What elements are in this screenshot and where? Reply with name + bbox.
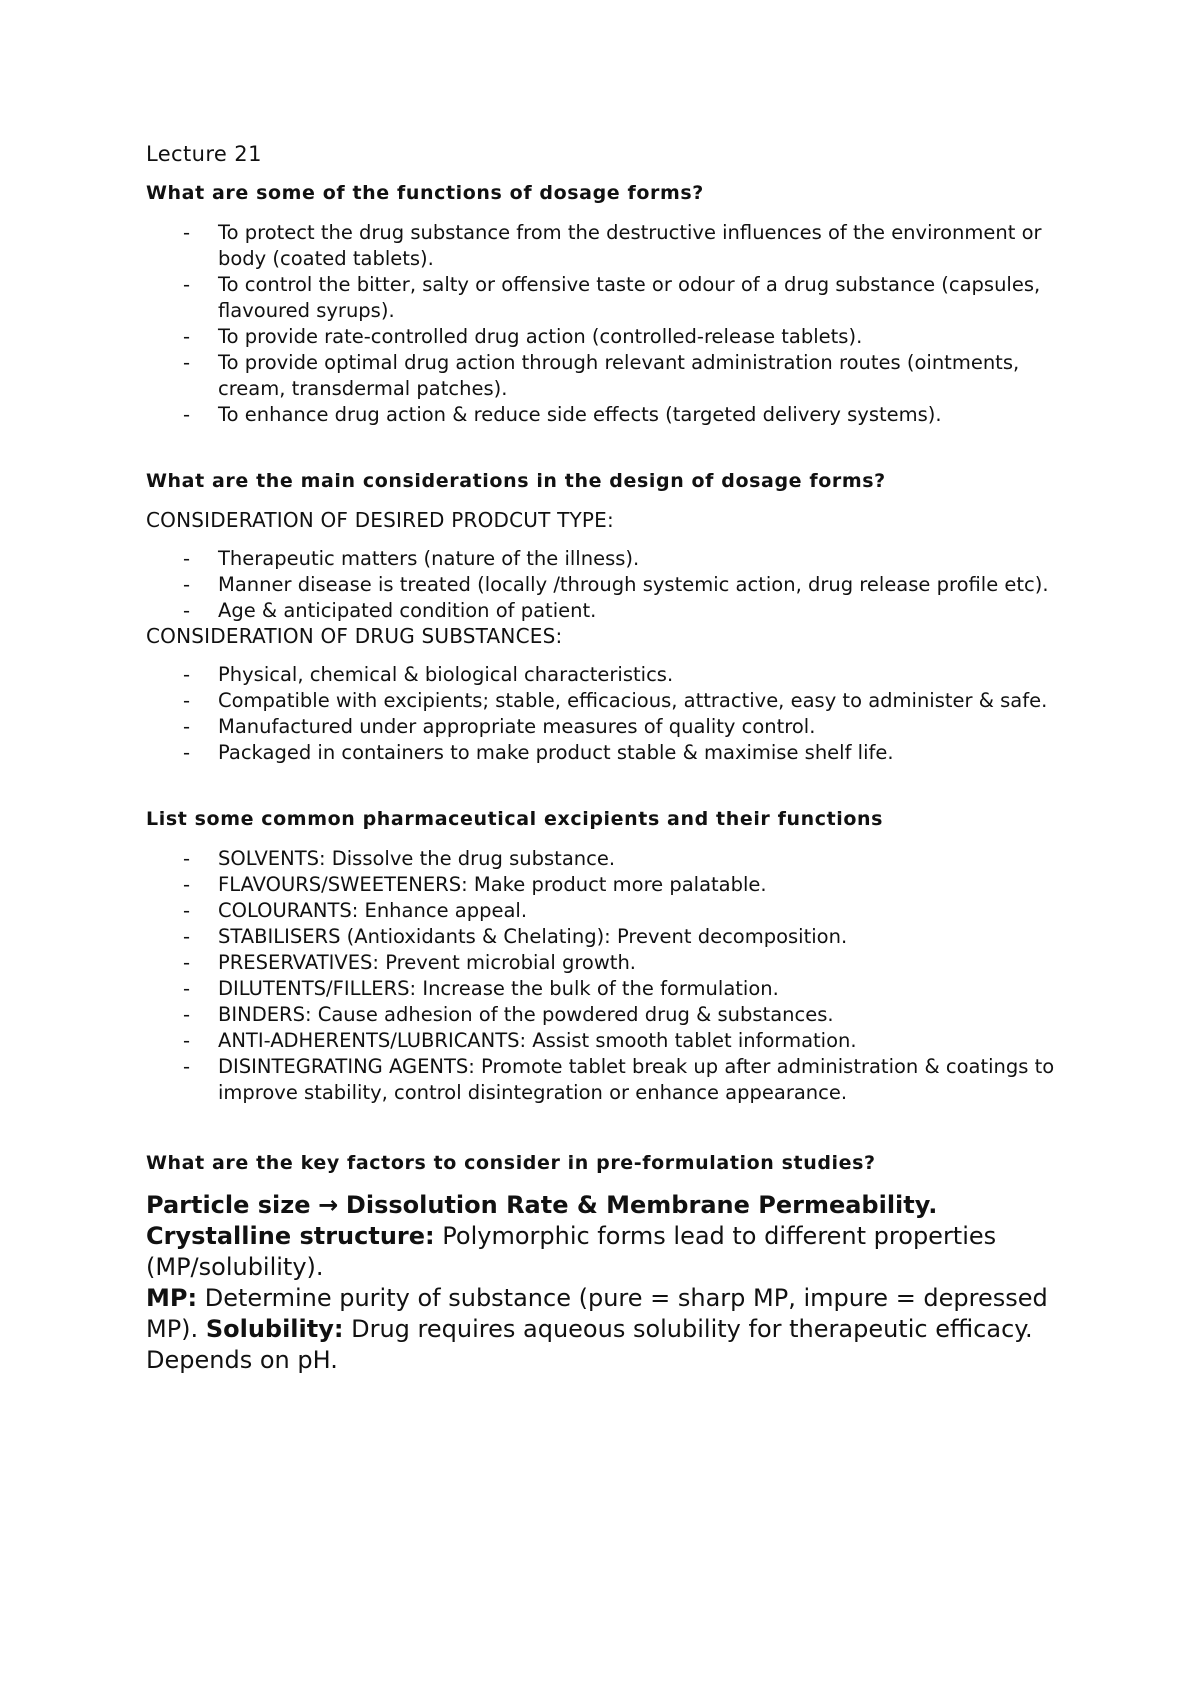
list-item: - DISINTEGRATING AGENTS: Promote tablet break up after administration & coatings to improve stability, control disintegration or enhance appearance. — [146, 1054, 1066, 1106]
list-item: - Compatible with excipients; stable, efficacious, attractive, easy to administer & safe. — [146, 688, 1066, 714]
list-item: - BINDERS: Cause adhesion of the powdered drug & substances. — [146, 1002, 1066, 1028]
list-item: - Packaged in containers to make product stable & maximise shelf life. — [146, 740, 1066, 766]
crystalline-text: Polymorphic forms lead to different properties (MP/solubility). — [146, 1222, 997, 1281]
particle-size-line — [146, 1190, 1066, 1221]
list-item: - SOLVENTS: Dissolve the drug substance. — [146, 846, 1066, 872]
list-item: - DILUTENTS/FILLERS: Increase the bulk of the formulation. — [146, 976, 1066, 1002]
drug-substances-heading: CONSIDERATION OF DRUG SUBSTANCES: — [146, 624, 563, 648]
list-item: - To provide rate-controlled drug action (controlled-release tablets). — [146, 324, 1066, 350]
excipients-list — [146, 846, 1066, 1106]
list-item: - ANTI-ADHERENTS/LUBRICANTS: Assist smooth tablet information. — [146, 1028, 1066, 1054]
particle-size-label: Particle size — [146, 1191, 311, 1219]
question-design: What are the main considerations in the design of dosage forms? — [146, 470, 886, 492]
mp-solubility-line — [146, 1283, 1066, 1376]
list-item: - PRESERVATIVES: Prevent microbial growth. — [146, 950, 1066, 976]
mp-text: Determine purity of substance (pure = sharp MP, impure = depressed MP). — [146, 1284, 1048, 1343]
particle-size-text: Dissolution Rate & Membrane Permeability. — [345, 1191, 938, 1219]
product-type-list — [146, 546, 1066, 624]
document-page — [146, 142, 1066, 1376]
list-item: - To provide optimal drug action through relevant administration routes (ointments, cream, transdermal patches). — [146, 350, 1066, 402]
list-item: - Manufactured under appropriate measures of quality control. — [146, 714, 1066, 740]
functions-list — [146, 220, 1066, 428]
list-item: - STABILISERS (Antioxidants & Chelating): Prevent decomposition. — [146, 924, 1066, 950]
question-preformulation: What are the key factors to consider in pre-formulation studies? — [146, 1152, 876, 1174]
crystalline-label: Crystalline structure: — [146, 1222, 435, 1250]
solubility-text: Drug requires aqueous solubility for therapeutic efficacy. Depends on pH. — [146, 1315, 1033, 1374]
question-functions: What are some of the functions of dosage forms? — [146, 182, 704, 204]
mp-label: MP: — [146, 1284, 198, 1312]
preformulation-factors — [146, 1190, 1066, 1376]
list-item: - Manner disease is treated (locally /through systemic action, drug release profile etc). — [146, 572, 1066, 598]
list-item: - To enhance drug action & reduce side effects (targeted delivery systems). — [146, 402, 1066, 428]
crystalline-structure-line — [146, 1221, 1066, 1283]
drug-substances-list — [146, 662, 1066, 766]
list-item: - Therapeutic matters (nature of the illness). — [146, 546, 1066, 572]
list-item: - Age & anticipated condition of patient. — [146, 598, 1066, 624]
list-item: - To protect the drug substance from the destructive influences of the environment or body (coated tablets). — [146, 220, 1066, 272]
product-type-heading: CONSIDERATION OF DESIRED PRODCUT TYPE: — [146, 508, 614, 532]
right-arrow-icon: → — [318, 1191, 339, 1219]
lecture-title: Lecture 21 — [146, 142, 262, 166]
solubility-label: Solubility: — [205, 1315, 344, 1343]
list-item: - To control the bitter, salty or offensive taste or odour of a drug substance (capsules, flavoured syrups). — [146, 272, 1066, 324]
list-item: - COLOURANTS: Enhance appeal. — [146, 898, 1066, 924]
list-item: - Physical, chemical & biological characteristics. — [146, 662, 1066, 688]
question-excipients: List some common pharmaceutical excipients and their functions — [146, 808, 884, 830]
list-item: - FLAVOURS/SWEETENERS: Make product more palatable. — [146, 872, 1066, 898]
